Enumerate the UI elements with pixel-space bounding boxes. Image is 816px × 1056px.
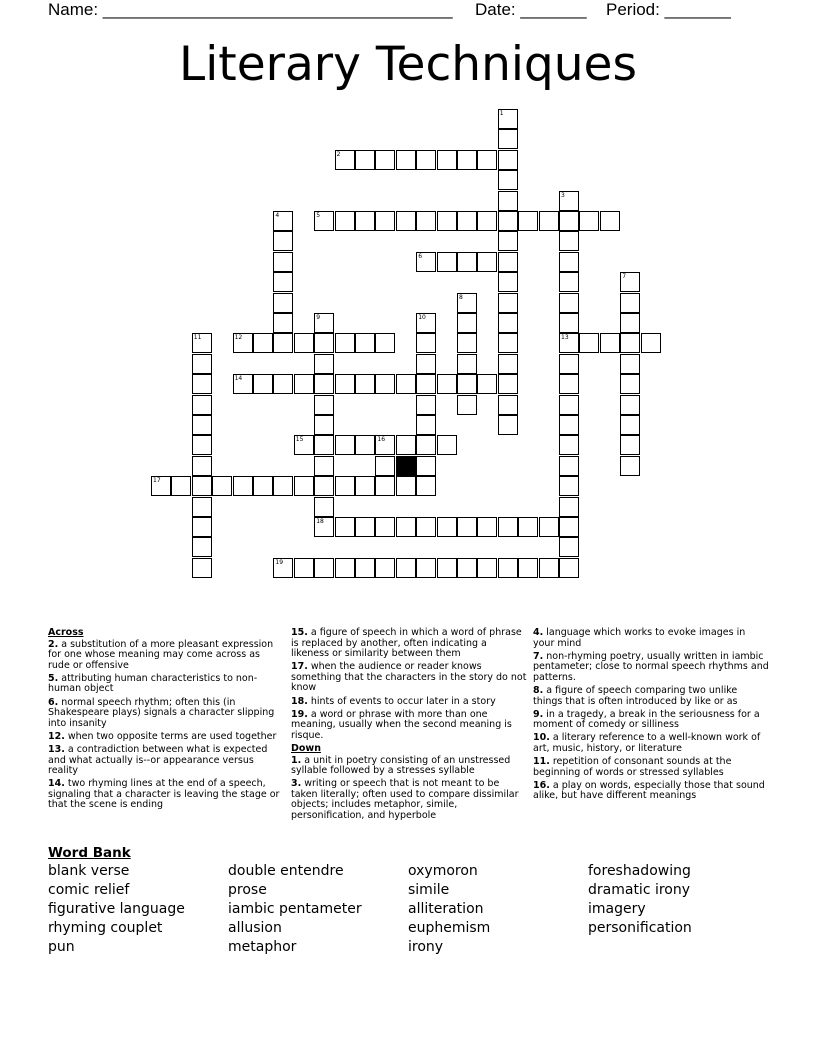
crossword-cell[interactable] — [539, 517, 559, 537]
clue-num: 8. — [533, 684, 544, 696]
crossword-cell[interactable] — [273, 476, 293, 496]
clue-num: 19. — [291, 708, 308, 720]
crossword-cell[interactable] — [416, 333, 436, 353]
clue-number: 13 — [561, 334, 569, 342]
clue-number: 5 — [316, 212, 321, 219]
crossword-cell[interactable] — [457, 354, 477, 374]
clues-column-1 — [48, 628, 280, 814]
word-bank-item: double entendre — [228, 863, 344, 879]
clue-text: a play on words, especially those that sound alike, but have different meanings — [533, 779, 765, 802]
crossword-cell[interactable] — [416, 374, 436, 394]
crossword-cell[interactable] — [559, 558, 579, 578]
crossword-cell[interactable] — [477, 252, 497, 272]
clue-item — [533, 686, 769, 707]
crossword-cell[interactable] — [559, 293, 579, 313]
crossword-cell[interactable] — [192, 374, 212, 394]
crossword-cell[interactable] — [498, 333, 518, 353]
clue-num: 1. — [291, 754, 302, 766]
crossword-cell[interactable] — [477, 517, 497, 537]
crossword-cell[interactable] — [253, 476, 273, 496]
clue-number: 2 — [336, 150, 341, 158]
word-bank-item: simile — [408, 882, 450, 898]
crossword-cell[interactable] — [233, 476, 253, 496]
clue-number: 4 — [275, 212, 280, 219]
crossword-cell[interactable] — [314, 374, 334, 394]
crossword-cell[interactable] — [437, 374, 457, 394]
clue-text: non-rhyming poetry, usually written in iambic pentameter; close to normal speech rhythms and patterns. — [533, 650, 769, 683]
clue-number: 12 — [234, 334, 243, 342]
crossword-cell[interactable] — [437, 558, 457, 578]
clue-text: in a tragedy, a break in the seriousness for a moment of comedy or silliness — [533, 708, 760, 731]
crossword-cell[interactable] — [620, 395, 640, 415]
clue-num: 18. — [291, 695, 308, 707]
crossword-cell[interactable] — [416, 211, 436, 231]
clue-num: 13. — [48, 743, 65, 755]
clue-number: 17 — [153, 477, 161, 485]
crossword-cell[interactable] — [335, 435, 355, 455]
crossword-cell[interactable] — [375, 211, 395, 231]
crossword-cell[interactable] — [335, 333, 355, 353]
crossword-cell[interactable] — [559, 497, 579, 517]
word-bank-title: Word Bank — [48, 845, 131, 861]
clue-item — [48, 640, 280, 672]
crossword-cell[interactable] — [355, 374, 375, 394]
clue-item — [291, 779, 527, 821]
clue-num: 14. — [48, 778, 65, 790]
crossword-cell[interactable] — [437, 517, 457, 537]
crossword-cell[interactable] — [559, 415, 579, 435]
crossword-cell[interactable] — [620, 313, 640, 333]
crossword-cell[interactable] — [396, 211, 416, 231]
crossword-cell[interactable] — [335, 476, 355, 496]
crossword-cell[interactable] — [477, 374, 497, 394]
clue-item — [48, 779, 280, 811]
clue-num: 16. — [533, 779, 550, 791]
date-field[interactable]: Date: _______ — [475, 0, 587, 19]
crossword-cell[interactable] — [539, 211, 559, 231]
crossword-cell[interactable] — [314, 497, 334, 517]
crossword-cell[interactable] — [314, 333, 334, 353]
crossword-cell[interactable] — [559, 517, 579, 537]
crossword-cell[interactable] — [457, 313, 477, 333]
crossword-cell[interactable] — [171, 476, 191, 496]
crossword-cell[interactable] — [192, 517, 212, 537]
crossword-cell[interactable] — [355, 435, 375, 455]
crossword-cell[interactable] — [396, 517, 416, 537]
clue-num: 17. — [291, 661, 308, 673]
crossword-cell[interactable] — [314, 395, 334, 415]
clue-section-heading: Across — [48, 627, 84, 638]
clue-item — [533, 733, 769, 754]
crossword-cell[interactable] — [355, 476, 375, 496]
crossword-cell[interactable] — [416, 354, 436, 374]
word-bank-item: oxymoron — [408, 863, 478, 879]
crossword-cell[interactable] — [457, 395, 477, 415]
clue-text: a contradiction between what is expected and what actually is--or appearance versus reality — [48, 743, 268, 777]
word-bank-item: imagery — [588, 901, 646, 917]
crossword-cell[interactable] — [498, 517, 518, 537]
crossword-cell[interactable] — [192, 537, 212, 557]
crossword-cell[interactable] — [314, 558, 334, 578]
crossword-cell[interactable] — [396, 435, 416, 455]
crossword-cell[interactable] — [335, 211, 355, 231]
crossword-cell[interactable] — [294, 333, 314, 353]
clue-num: 7. — [533, 650, 544, 662]
clue-num: 9. — [533, 708, 544, 720]
crossword-cell[interactable] — [253, 333, 273, 353]
clue-num: 4. — [533, 627, 544, 638]
crossword-cell[interactable] — [314, 354, 334, 374]
crossword-cell[interactable] — [457, 211, 477, 231]
word-bank-item: metaphor — [228, 939, 297, 955]
word-bank-item: irony — [408, 939, 444, 955]
crossword-cell[interactable] — [620, 456, 640, 476]
crossword-cell[interactable] — [294, 374, 314, 394]
crossword-cell[interactable] — [416, 435, 436, 455]
crossword-cell[interactable] — [477, 211, 497, 231]
crossword-cell[interactable] — [396, 150, 416, 170]
crossword-cell[interactable] — [294, 476, 314, 496]
crossword-cell[interactable] — [498, 374, 518, 394]
crossword-cell[interactable] — [620, 415, 640, 435]
clue-item — [533, 628, 769, 649]
crossword-cell[interactable] — [457, 517, 477, 537]
clue-num: 10. — [533, 732, 550, 744]
crossword-cell[interactable] — [498, 313, 518, 333]
crossword-cell[interactable] — [416, 558, 436, 578]
clue-number: 8 — [459, 293, 463, 301]
clue-item — [533, 757, 769, 778]
crossword-cell[interactable] — [518, 211, 538, 231]
clue-item — [48, 698, 280, 730]
crossword-cell[interactable] — [498, 191, 518, 211]
crossword-cell[interactable] — [498, 129, 518, 149]
crossword-cell[interactable] — [355, 333, 375, 353]
clue-text: a literary reference to a well-known work of art, music, history, or literature — [533, 732, 761, 754]
crossword-cell[interactable] — [273, 293, 293, 313]
crossword-cell[interactable] — [579, 333, 599, 353]
clue-item — [48, 732, 280, 743]
crossword-cell[interactable] — [498, 395, 518, 415]
crossword-cell[interactable] — [559, 313, 579, 333]
clue-num: 5. — [48, 672, 59, 684]
clue-num: 12. — [48, 730, 65, 742]
crossword-cell[interactable] — [355, 517, 375, 537]
crossword-cell[interactable] — [192, 558, 212, 578]
clue-text: when two opposite terms are used together — [64, 730, 277, 742]
clue-item — [533, 710, 769, 731]
crossword-cell[interactable] — [620, 435, 640, 455]
clue-number: 9 — [316, 314, 321, 321]
crossword-cell[interactable] — [477, 150, 497, 170]
crossword-cell[interactable] — [273, 231, 293, 251]
crossword-cell[interactable] — [498, 150, 518, 170]
clue-text: a word or phrase with more than one meaning, usually when the second meaning is risque. — [291, 708, 512, 741]
crossword-cell[interactable] — [375, 517, 395, 537]
clue-item — [48, 674, 280, 695]
crossword-cell[interactable] — [273, 313, 293, 333]
crossword-cell[interactable] — [416, 517, 436, 537]
clue-number: 6 — [418, 252, 423, 260]
word-bank-item: prose — [228, 882, 267, 898]
clue-number: 1 — [499, 110, 504, 117]
clue-text: attributing human characteristics to non-human object — [48, 672, 258, 695]
crossword-cell[interactable] — [314, 415, 334, 435]
word-bank-item: rhyming couplet — [48, 920, 163, 936]
crossword-cell[interactable] — [498, 211, 518, 231]
name-field[interactable]: Name: _____________________________________ — [48, 0, 453, 19]
crossword-cell[interactable] — [498, 354, 518, 374]
crossword-cell[interactable] — [498, 272, 518, 292]
crossword-cell[interactable] — [518, 558, 538, 578]
crossword-cell[interactable] — [192, 476, 212, 496]
crossword-cell[interactable] — [192, 415, 212, 435]
clue-text: writing or speech that is not meant to be taken literally; often used to compare dissimilar objects; includes metaphor, simile, personification, and hyperbole — [291, 778, 519, 821]
crossword-cell[interactable] — [355, 150, 375, 170]
crossword-cell[interactable] — [498, 293, 518, 313]
crossword-cell[interactable] — [498, 415, 518, 435]
word-bank-item: personification — [588, 920, 692, 936]
crossword-cell[interactable] — [559, 456, 579, 476]
word-bank-item: comic relief — [48, 882, 130, 898]
crossword-cell[interactable] — [437, 211, 457, 231]
crossword-cell[interactable] — [498, 252, 518, 272]
crossword-cell[interactable] — [212, 476, 232, 496]
word-bank-item: figurative language — [48, 901, 185, 917]
clue-number: 11 — [193, 334, 202, 342]
crossword-cell[interactable] — [498, 558, 518, 578]
clue-item — [291, 628, 527, 660]
clue-item — [291, 710, 527, 742]
crossword-cell[interactable] — [620, 293, 640, 313]
crossword-cell[interactable] — [375, 476, 395, 496]
crossword-cell[interactable] — [559, 395, 579, 415]
crossword-cell[interactable] — [559, 231, 579, 251]
word-bank-item: alliteration — [408, 901, 484, 917]
crossword-cell[interactable] — [396, 374, 416, 394]
crossword-cell[interactable] — [559, 211, 579, 231]
clue-text: a figure of speech in which a word of phrase is replaced by another, often indicating a likeness or similarity between them — [291, 627, 522, 660]
clue-number: 19 — [275, 558, 284, 566]
crossword-cell[interactable] — [600, 333, 620, 353]
clue-item — [533, 652, 769, 684]
crossword-cell[interactable] — [335, 517, 355, 537]
crossword-cell[interactable] — [273, 333, 293, 353]
clues-column-2 — [291, 628, 527, 824]
crossword-cell[interactable] — [396, 558, 416, 578]
word-bank-item: blank verse — [48, 863, 130, 879]
crossword-cell[interactable] — [539, 558, 559, 578]
crossword-cell[interactable] — [416, 415, 436, 435]
word-bank-item: allusion — [228, 920, 282, 936]
clue-text: a figure of speech comparing two unlike things that is often introduced by like or as — [533, 684, 738, 707]
crossword-cell[interactable] — [457, 374, 477, 394]
crossword-cell[interactable] — [437, 150, 457, 170]
crossword-cell[interactable] — [375, 374, 395, 394]
crossword-cell[interactable] — [498, 231, 518, 251]
crossword-cell[interactable] — [620, 333, 640, 353]
clue-text: normal speech rhythm; often this (in Shakespeare plays) signals a character slipping into insanity — [48, 696, 275, 729]
crossword-cell[interactable] — [192, 354, 212, 374]
crossword-cell[interactable] — [192, 395, 212, 415]
word-bank-item: iambic pentameter — [228, 901, 362, 917]
word-bank-item: pun — [48, 939, 75, 955]
clue-num: 15. — [291, 627, 308, 638]
clue-item — [291, 662, 527, 694]
clue-item — [291, 697, 527, 708]
crossword-cell[interactable] — [457, 252, 477, 272]
crossword-cell[interactable] — [457, 333, 477, 353]
crossword-cell[interactable] — [600, 211, 620, 231]
word-bank-item: euphemism — [408, 920, 491, 936]
crossword-cell[interactable] — [641, 333, 661, 353]
crossword-cell[interactable] — [559, 374, 579, 394]
crossword-cell[interactable] — [477, 558, 497, 578]
clue-item — [533, 781, 769, 802]
clue-text: two rhyming lines at the end of a speech, signaling that a character is leaving the stage or that the scene is ending — [48, 778, 280, 811]
crossword-cell[interactable] — [273, 252, 293, 272]
blocked-cell — [396, 456, 416, 476]
crossword-cell[interactable] — [375, 150, 395, 170]
crossword-cell[interactable] — [335, 558, 355, 578]
crossword-cell[interactable] — [416, 476, 436, 496]
crossword-cell[interactable] — [192, 497, 212, 517]
crossword-cell[interactable] — [375, 333, 395, 353]
clue-num: 6. — [48, 696, 59, 708]
crossword-cell[interactable] — [559, 272, 579, 292]
crossword-cell[interactable] — [416, 456, 436, 476]
clue-num: 3. — [291, 778, 302, 790]
crossword-cell[interactable] — [559, 476, 579, 496]
period-field[interactable]: Period: _______ — [606, 0, 731, 19]
clue-text: repetition of consonant sounds at the beginning of words or stressed syllables — [533, 756, 732, 778]
page-title: Literary Techniques — [179, 37, 637, 92]
clue-num: 11. — [533, 756, 550, 768]
crossword-cell[interactable] — [396, 476, 416, 496]
crossword-cell[interactable] — [518, 517, 538, 537]
clue-number: 10 — [418, 314, 426, 321]
crossword-cell[interactable] — [355, 211, 375, 231]
clue-text: a unit in poetry consisting of an unstressed syllable followed by a stresses syllable — [291, 754, 511, 777]
clue-item — [48, 745, 280, 777]
crossword-cell[interactable] — [192, 435, 212, 455]
clue-number: 16 — [377, 436, 386, 444]
crossword-cell[interactable] — [192, 456, 212, 476]
crossword-cell[interactable] — [437, 435, 457, 455]
clue-text: hints of events to occur later in a story — [307, 695, 496, 707]
crossword-cell[interactable] — [273, 374, 293, 394]
crossword-cell[interactable] — [559, 252, 579, 272]
crossword-cell[interactable] — [559, 537, 579, 557]
crossword-cell[interactable] — [294, 558, 314, 578]
clue-text: when the audience or reader knows something that the characters in the story do not know — [291, 661, 527, 694]
crossword-cell[interactable] — [253, 374, 273, 394]
clue-number: 7 — [622, 273, 627, 281]
clue-number: 15 — [295, 436, 304, 444]
crossword-cell[interactable] — [314, 456, 334, 476]
clue-number: 18 — [316, 518, 324, 525]
crossword-cell[interactable] — [335, 374, 355, 394]
crossword-cell[interactable] — [416, 150, 436, 170]
crossword-cell[interactable] — [620, 354, 640, 374]
clue-section-heading: Down — [291, 742, 321, 754]
crossword-cell[interactable] — [437, 252, 457, 272]
clue-item — [291, 756, 527, 777]
clue-text: language which works to evoke images in your mind — [533, 627, 746, 649]
clue-text: a substitution of a more pleasant expression for one whose meaning may come across as rude or offensive — [48, 638, 274, 671]
crossword-cell[interactable] — [498, 170, 518, 190]
clues-column-3 — [533, 628, 769, 804]
clue-num: 2. — [48, 638, 59, 650]
crossword-cell[interactable] — [375, 558, 395, 578]
crossword-cell[interactable] — [559, 354, 579, 374]
crossword-cell[interactable] — [314, 435, 334, 455]
crossword-cell[interactable] — [457, 150, 477, 170]
crossword-cell[interactable] — [314, 476, 334, 496]
crossword-cell[interactable] — [273, 272, 293, 292]
crossword-cell[interactable] — [457, 558, 477, 578]
crossword-cell[interactable] — [559, 435, 579, 455]
clue-number: 14 — [234, 375, 243, 383]
crossword-cell[interactable] — [416, 395, 436, 415]
clue-number: 3 — [561, 191, 565, 199]
crossword-cell[interactable] — [579, 211, 599, 231]
word-bank-item: foreshadowing — [588, 863, 691, 879]
crossword-cell[interactable] — [355, 558, 375, 578]
crossword-cell[interactable] — [375, 456, 395, 476]
crossword-cell[interactable] — [620, 374, 640, 394]
word-bank-item: dramatic irony — [588, 882, 691, 898]
